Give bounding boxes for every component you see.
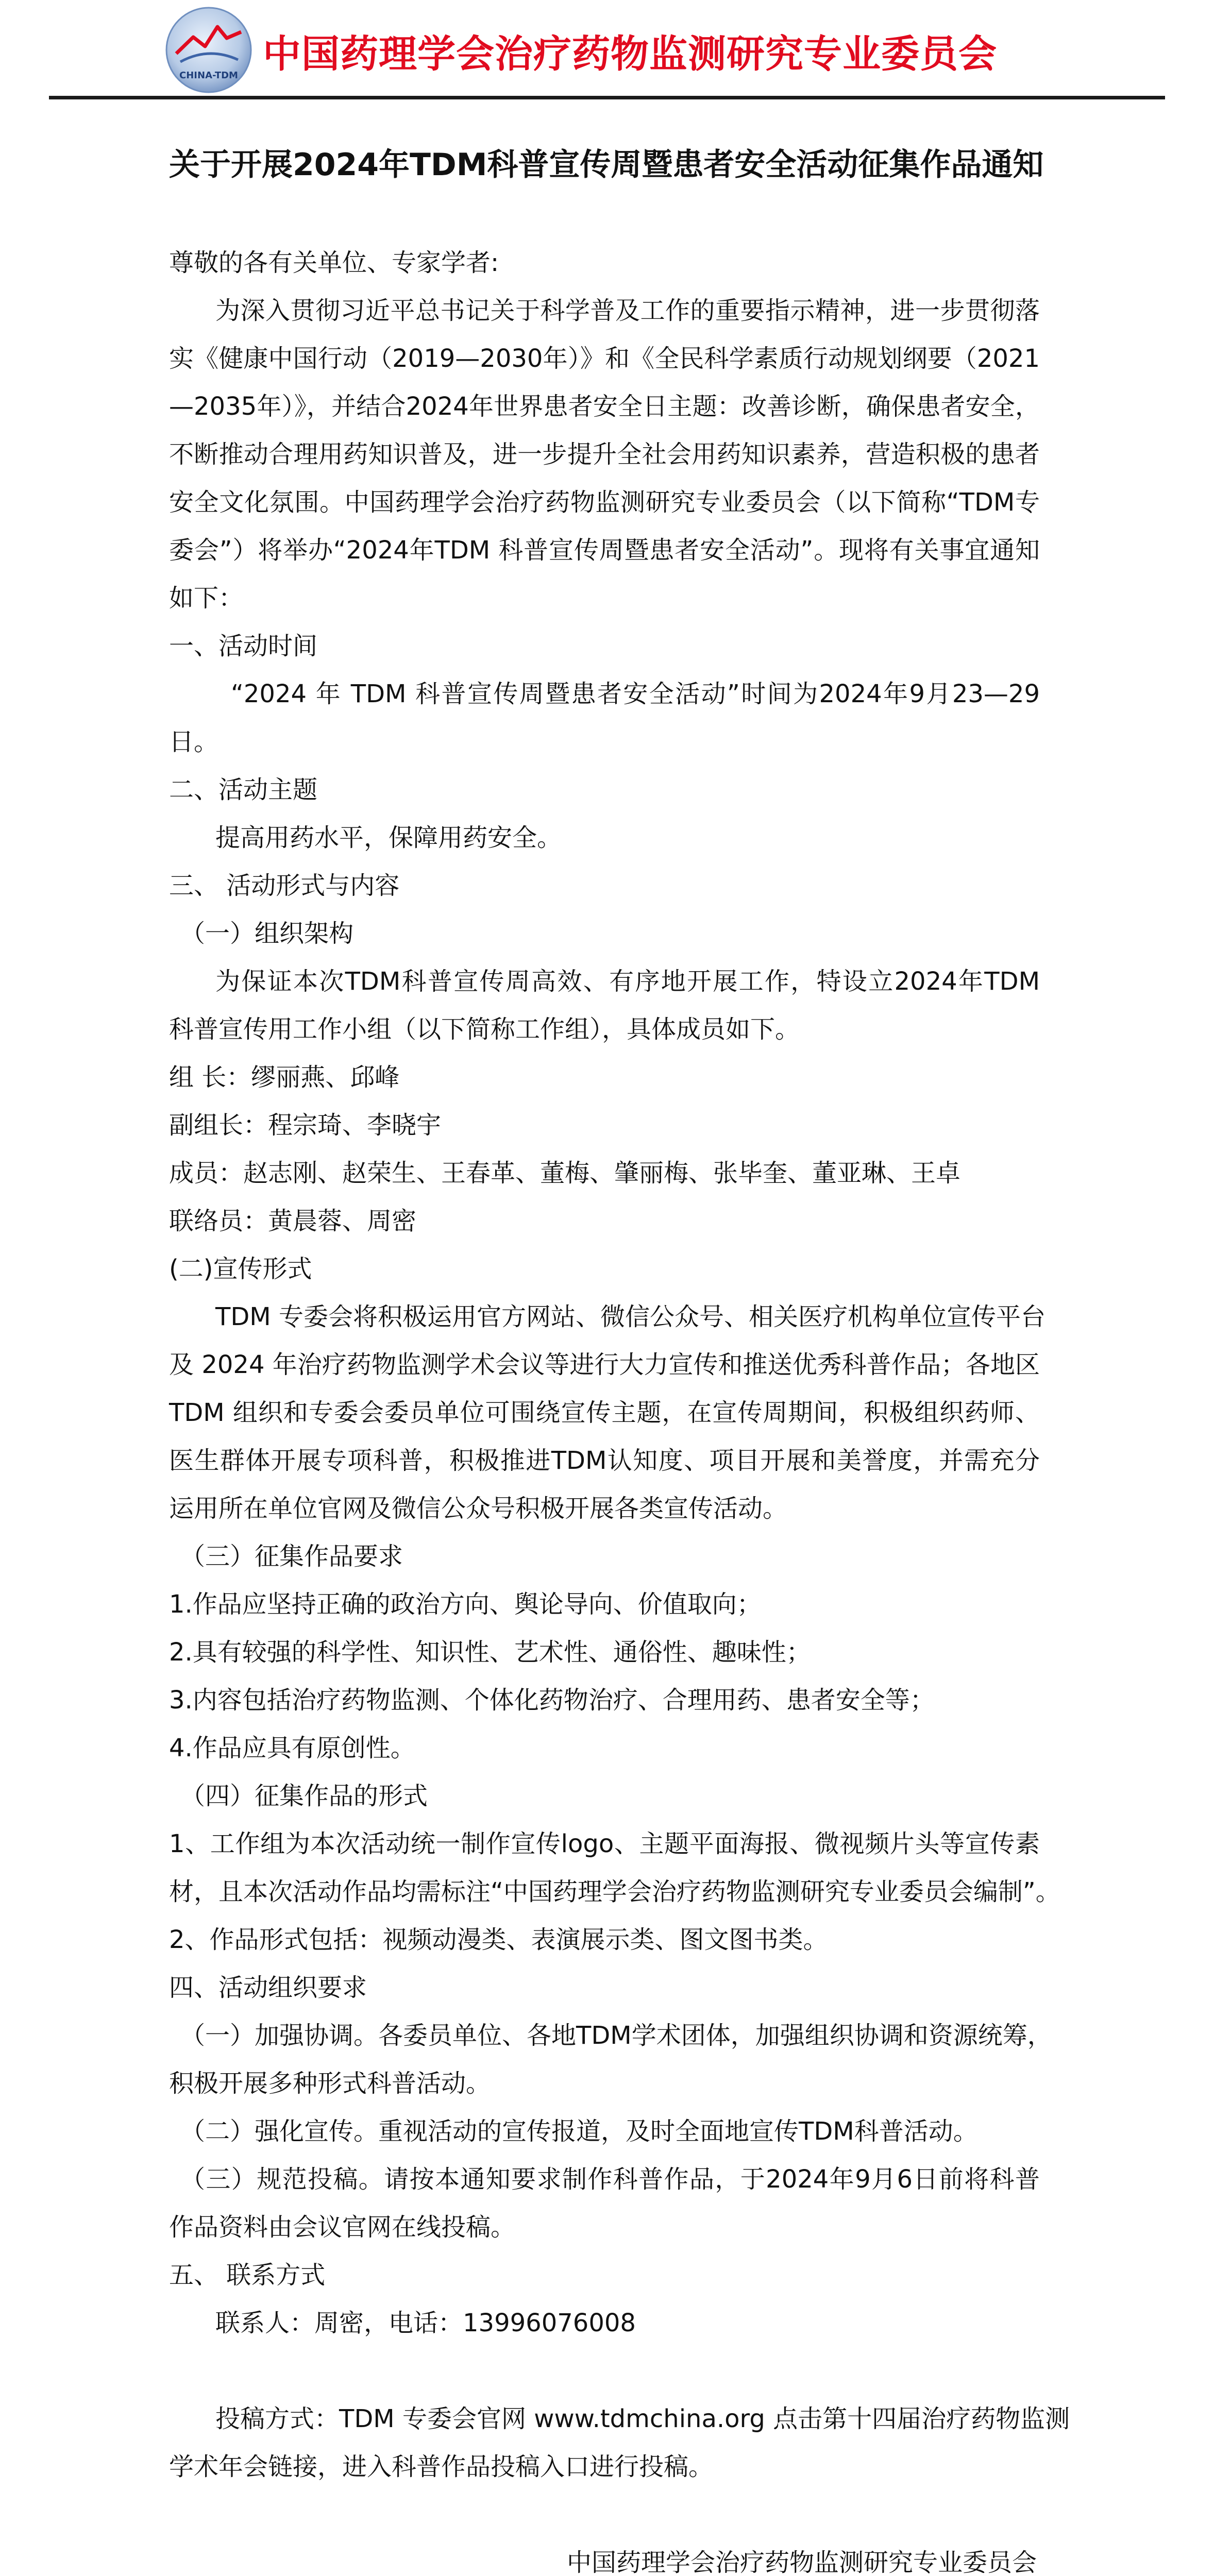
section-heading: 一、活动时间 bbox=[169, 632, 318, 660]
greeting: 尊敬的各有关单位、专家学者: bbox=[169, 248, 499, 277]
list-item: 4.作品应具有原创性。 bbox=[169, 1734, 415, 1762]
section-heading: 四、活动组织要求 bbox=[169, 1973, 367, 2002]
subsection-heading: (二)宣传形式 bbox=[169, 1255, 312, 1283]
letterhead bbox=[165, 6, 1092, 94]
intro-line: 委会”）将举办“2024年TDM 科普宣传周暨患者安全活动”。现将有关事宜通知 bbox=[169, 536, 1040, 565]
member-line: 组 长：缪丽燕、邱峰 bbox=[169, 1063, 400, 1092]
list-item: （三）规范投稿。请按本通知要求制作科普作品，于2024年9月6日前将科普 bbox=[180, 2165, 1040, 2194]
member-line: 成员：赵志刚、赵荣生、王春革、董梅、肇丽梅、张毕奎、董亚琳、王卓 bbox=[169, 1159, 961, 1188]
logo-text: CHINA-TDM bbox=[179, 70, 238, 81]
intro-line: 为深入贯彻习近平总书记关于科学普及工作的重要指示精神，进一步贯彻落 bbox=[215, 296, 1040, 325]
header-divider bbox=[49, 96, 1165, 99]
list-item: 2、作品形式包括：视频动漫类、表演展示类、图文图书类。 bbox=[169, 1925, 828, 1954]
org-name-header: 中国药理学会治疗药物监测研究专业委员会 bbox=[263, 32, 997, 76]
list-item: 积极开展多种形式科普活动。 bbox=[169, 2069, 491, 2098]
intro-line: 不断推动合理用药知识普及，进一步提升全社会用药知识素养，营造积极的患者 bbox=[169, 440, 1040, 469]
intro-line: 如下： bbox=[169, 584, 244, 613]
list-item: 作品资料由会议官网在线投稿。 bbox=[169, 2213, 516, 2242]
list-item: 材，且本次活动作品均需标注“中国药理学会治疗药物监测研究专业委员会编制”。 bbox=[169, 1877, 1060, 1906]
submit-line: 学术年会链接，进入科普作品投稿入口进行投稿。 bbox=[169, 2452, 714, 2481]
section-text: 医生群体开展专项科普，积极推进TDM认知度、项目开展和美誉度，并需充分 bbox=[169, 1446, 1040, 1475]
member-line: 副组长：程宗琦、李晓宇 bbox=[169, 1111, 442, 1140]
subsection-heading: （一）组织架构 bbox=[180, 919, 354, 948]
section-text: 为保证本次TDM科普宣传周高效、有序地开展工作，特设立2024年TDM bbox=[215, 967, 1040, 996]
section-text: 运用所在单位官网及微信公众号积极开展各类宣传活动。 bbox=[169, 1494, 788, 1523]
committee-logo bbox=[165, 6, 252, 94]
section-text: 提高用药水平，保障用药安全。 bbox=[215, 823, 562, 852]
section-heading: 三、 活动形式与内容 bbox=[169, 871, 400, 900]
section-heading: 五、 联系方式 bbox=[169, 2261, 326, 2290]
list-item: （一）加强协调。各委员单位、各地TDM学术团体，加强组织协调和资源统筹， bbox=[180, 2021, 1052, 2050]
intro-line: 安全文化氛围。中国药理学会治疗药物监测研究专业委员会（以下简称“TDM专 bbox=[169, 488, 1040, 517]
member-line: 联络员：黄晨蓉、周密 bbox=[169, 1207, 417, 1235]
subsection-heading: （三）征集作品要求 bbox=[180, 1542, 403, 1571]
list-item: 2.具有较强的科学性、知识性、艺术性、通俗性、趣味性； bbox=[169, 1638, 811, 1667]
submit-line: 投稿方式：TDM 专委会官网 www.tdmchina.org 点击第十四届治疗药物监测 bbox=[215, 2404, 1070, 2433]
section-text: “2024 年 TDM 科普宣传周暨患者安全活动”时间为2024年9月23—29 bbox=[231, 680, 1040, 708]
section-text: TDM 组织和专委会委员单位可围绕宣传主题，在宣传周期间，积极组织药师、 bbox=[169, 1398, 1040, 1427]
section-text: 日。 bbox=[169, 727, 219, 756]
list-item: （二）强化宣传。重视活动的宣传报道，及时全面地宣传TDM科普活动。 bbox=[180, 2117, 978, 2146]
signature: 中国药理学会治疗药物监测研究专业委员会 bbox=[567, 2548, 1037, 2576]
subsection-heading: （四）征集作品的形式 bbox=[180, 1782, 428, 1810]
notice-title: 关于开展2024年TDM科普宣传周暨患者安全活动征集作品通知 bbox=[169, 147, 1044, 183]
list-item: 3.内容包括治疗药物监测、个体化药物治疗、合理用药、患者安全等； bbox=[169, 1686, 935, 1715]
section-text: TDM 专委会将积极运用官方网站、微信公众号、相关医疗机构单位宣传平台 bbox=[215, 1302, 1046, 1331]
section-heading: 二、活动主题 bbox=[169, 775, 318, 804]
section-text: 科普宣传用工作小组（以下简称工作组），具体成员如下。 bbox=[169, 1015, 800, 1044]
section-text: 及 2024 年治疗药物监测学术会议等进行大力宣传和推送优秀科普作品；各地区 bbox=[169, 1350, 1040, 1379]
contact-line: 联系人：周密，电话：13996076008 bbox=[215, 2309, 636, 2337]
list-item: 1、工作组为本次活动统一制作宣传logo、主题平面海报、微视频片头等宣传素 bbox=[169, 1829, 1040, 1858]
list-item: 1.作品应坚持正确的政治方向、舆论导向、价值取向； bbox=[169, 1590, 762, 1619]
intro-line: —2035年）》，并结合2024年世界患者安全日主题：改善诊断，确保患者安全， bbox=[169, 392, 1040, 421]
intro-line: 实《健康中国行动（2019—2030年）》和《全民科学素质行动规划纲要（2021 bbox=[169, 344, 1040, 373]
